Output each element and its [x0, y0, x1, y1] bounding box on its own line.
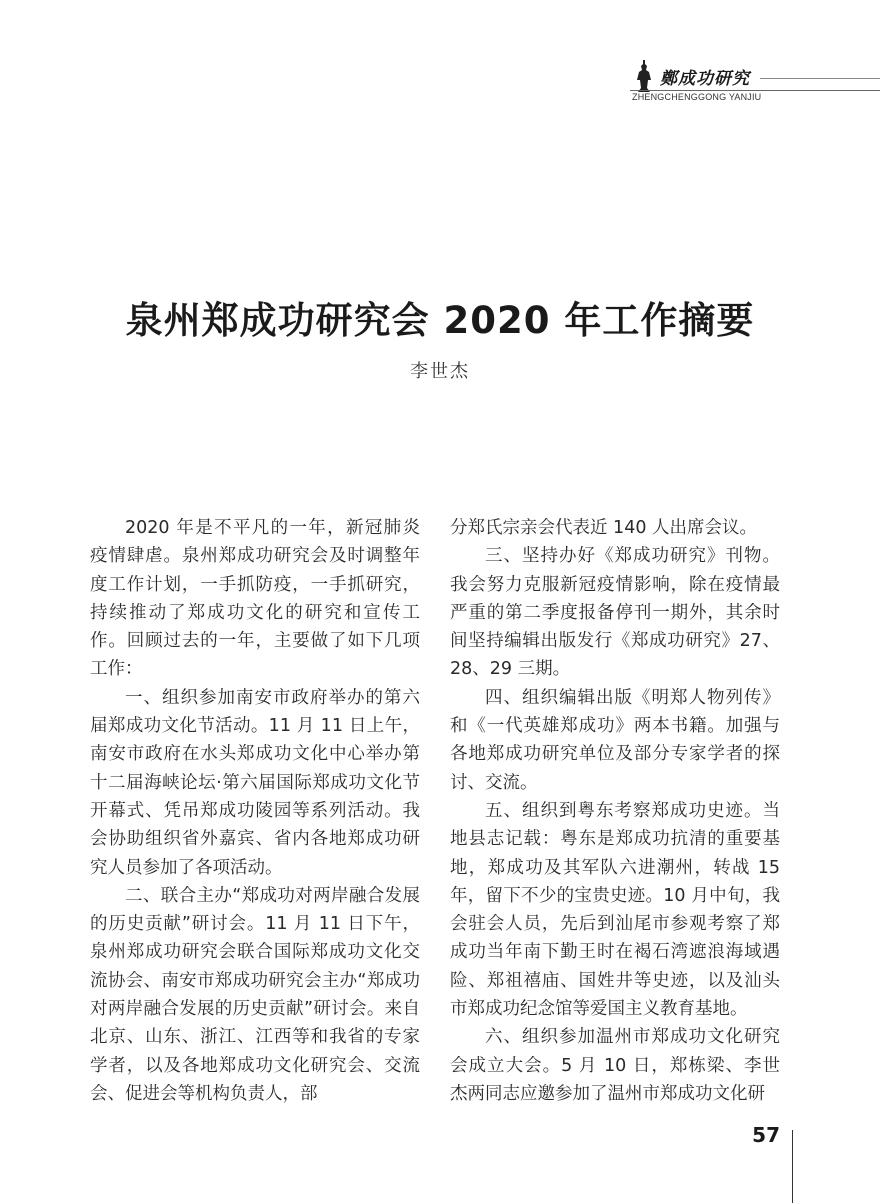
page-number: 57 — [752, 1123, 780, 1147]
horseman-statue-icon — [634, 58, 654, 94]
body-column-left — [90, 514, 420, 1108]
paragraph: 一、组织参加南安市政府举办的第六届郑成功文化节活动。11 月 11 日上午，南安市政府在水头郑成功文化中心举办第十二届海峡论坛·第六届国际郑成功文化节开幕式、凭吊郑成功陵园等系列活动。我会协助组织省外嘉宾、省内各地郑成功研究人员参加了各项活动。 — [90, 687, 420, 878]
footer-rule — [792, 1130, 793, 1203]
article-title: 泉州郑成功研究会 2020 年工作摘要 — [125, 299, 755, 342]
header-rule — [760, 78, 880, 79]
journal-title: 鄭成功研究 — [660, 69, 750, 89]
paragraph: 五、组织到粤东考察郑成功史迹。当地县志记载：粤东是郑成功抗清的重要基地，郑成功及其军队六进潮州，转战 15 年，留下不少的宝贵史迹。10 月中旬，我会驻会人员，先后到汕尾市参观考察了郑成功当年南下勤王时在褐石湾遮浪海域遇险、郑祖禧庙、国姓井等史迹，以及汕头市郑成功纪念馆等爱国主义教育基地。 — [450, 800, 780, 1020]
body-column-right — [450, 514, 780, 1108]
journal-pinyin: ZHENGCHENGGONG YANJIU — [632, 92, 762, 102]
paragraph: 六、组织参加温州市郑成功文化研究会成立大会。5 月 10 日，郑栋梁、李世杰两同志应邀参加了温州市郑成功文化研 — [450, 1027, 780, 1104]
paragraph: 三、坚持办好《郑成功研究》刊物。我会努力克服新冠疫情影响，除在疫情最严重的第二季度报备停刊一期外，其余时间坚持编辑出版发行《郑成功研究》27、28、29 三期。 — [450, 546, 780, 680]
paragraph: 四、组织编辑出版《明郑人物列传》和《一代英雄郑成功》两本书籍。加强与各地郑成功研究单位及部分专家学者的探讨、交流。 — [450, 687, 780, 793]
paragraph: 2020 年是不平凡的一年，新冠肺炎疫情肆虐。泉州郑成功研究会及时调整年度工作计划，一手抓防疫，一手抓研究，持续推动了郑成功文化的研究和宣传工作。回顾过去的一年，主要做了如下几项工作： — [90, 518, 420, 680]
journal-logo — [630, 58, 880, 108]
header-rule — [630, 90, 880, 91]
article-author: 李世杰 — [410, 361, 470, 382]
paragraph-continuation: 分郑氏宗亲会代表近 140 人出席会议。 — [450, 518, 758, 538]
paragraph: 二、联合主办“郑成功对两岸融合发展的历史贡献”研讨会。11 月 11 日下午，泉州郑成功研究会联合国际郑成功文化交流协会、南安市郑成功研究会主办“郑成功对两岸融合发展的历史贡献”研讨会。来自北京、山东、浙江、江西等和我省的专家学者，以及各地郑成功文化研究会、交流会、促进会等机构负责人，部 — [90, 885, 420, 1104]
